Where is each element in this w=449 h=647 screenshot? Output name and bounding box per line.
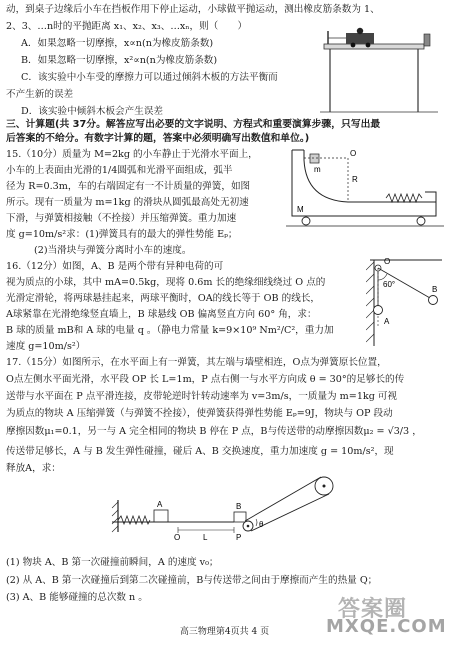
q17-part1: (1) 物块 A、B 第一次碰撞前瞬间，A 的速度 v₀； [6,557,219,568]
q17-text: 为质点的物块 A 压缩弹簧（与弹簧不拴接），使弹簧获得弹性势能 Eₚ=9J，物块与 OP 段动 [6,408,393,419]
q17-text: 17.（15分）如图所示，在水平面上有一弹簧，其左端与墙壁相连，O点为弹簧原长位置， [6,357,387,368]
fig17-label-b: B [236,502,242,511]
fig15-label-m: m [314,165,321,174]
cart-spring-figure [286,146,444,234]
option-c: C．该实验中小车受的摩擦力可以通过倾斜木板的方法平衡而 [21,72,278,83]
q15-text: 小车的上表面由光滑的1/4圆弧和光滑平面组成，弧半 [6,165,233,176]
conveyor-figure [108,472,358,550]
fig15-label-m-big: M [297,205,304,214]
q15-text: 径为 R=0.3m，车的右端固定有一不计质量的弹簧，如图 [6,181,251,192]
text-line: 动，到桌子边缘后小车在挡板作用下停止运动，小球做平抛运动，测出橡皮筋条数为 1、 [6,4,380,15]
option-b: B．如果忽略一切摩擦，x²∝n(n为橡皮筋条数) [21,55,218,66]
q16-text: A球紧靠在光滑绝缘竖直墙上，B 球悬线 OB 偏离竖直方向 60° 角，求： [6,309,317,320]
cart-table-figure [320,22,440,114]
fig16-label-o: O [384,257,391,266]
watermark-url: MXQE.COM [326,616,447,637]
fig15-label-o: O [350,149,357,158]
page-footer: 高三物理第4页共 4 页 [179,627,270,637]
option-d: D．该实验中倾斜木板会产生误差 [21,106,164,117]
q15-text: 下滑，与弹簧相接触（不拴接）并压缩弹簧。重力加速 [6,213,237,224]
q16-text: 速度 g=10m/s²） [6,341,86,352]
q17-text: 传送带足够长，A 与 B 发生弹性碰撞，碰后 A、B 交换速度，重力加速度 g = 10m/s²，现 [6,446,394,457]
fig15-label-r: R [352,175,358,184]
q15-text: (2)当滑块与弹簧分离时小车的速度。 [34,245,192,256]
q15-text: 15.（10分）质量为 M=2kg 的小车静止于光滑水平面上， [6,149,258,160]
q17-part3: (3) A、B 能够碰撞的总次数 n 。 [6,592,148,603]
q15-text: 所示。现有一质量为 m=1kg 的滑块从圆弧最高处无初速 [6,197,249,208]
text-line: 2、3、…n时的平抛距离 x₁、x₂、x₃、…xₙ，则（ ） [6,21,248,32]
watermark-logo: 答案圈 [338,597,408,622]
fig17-label-theta: θ [259,520,264,529]
fig17-label-a: A [157,500,163,509]
fig17-label-l: L [203,533,208,542]
option-a: A．如果忽略一切摩擦，x∝n(n为橡皮筋条数) [21,38,214,49]
fig16-label-angle: 60° [383,280,396,289]
q17-text: 摩擦因数μ₁=0.1，另一与 A 完全相同的物块 B 停在 P 点，B与传送带的动摩擦因数μ₂ = √3/3 ， [6,426,422,437]
fig17-label-o: O [174,533,181,542]
pulley-balls-figure [366,256,446,348]
q16-text: B 球的质量 mB和 A 球的电量 q 。（静电力常量 k=9×10⁹ Nm²/C²，重力加 [6,325,334,336]
fig16-label-b: B [432,285,438,294]
q16-text: 视为质点的小球，其中 mA=0.5kg，现将 0.6m 长的绝缘细线绕过 O 点的 [6,277,326,288]
fig17-label-p: P [236,533,242,542]
q17-part2: (2) 从 A、B 第一次碰撞后到第二次碰撞前，B与传送带之间由于摩擦而产生的热量 Q； [6,575,378,586]
q17-text: 送带与水平面在 P 点平滑连接，皮带轮逆时针转动速率为 v=3m/s，一质量为 m=1kg 可视 [6,391,398,402]
option-c-cont: 不产生新的误差 [6,89,74,100]
q17-text: 释放A，求： [6,463,61,474]
section-heading-cont: 后答案的不给分。有数字计算的题，答案中必须明确写出数值和单位。) [6,133,310,144]
q15-text: 度 g=10m/s²求：(1)弹簧具有的最大的弹性势能 Eₚ； [6,229,238,240]
q16-text: 16.（12分）如图，A、B 是两个带有异种电荷的可 [6,261,224,272]
q17-text: O点左侧水平面光滑，水平段 OP 长 L=1m，P 点右侧一与水平方向成 θ = 30°的足够长的传 [6,374,405,385]
section-heading: 三、计算题(共 37分。解答应写出必要的文字说明、方程式和重要演算步骤，只写出最 [6,119,381,130]
q16-text: 光滑定滑轮，将两球悬挂起来，两球平衡时，OA的线长等于 OB 的线长， [6,293,321,304]
fig16-label-a: A [384,317,390,326]
